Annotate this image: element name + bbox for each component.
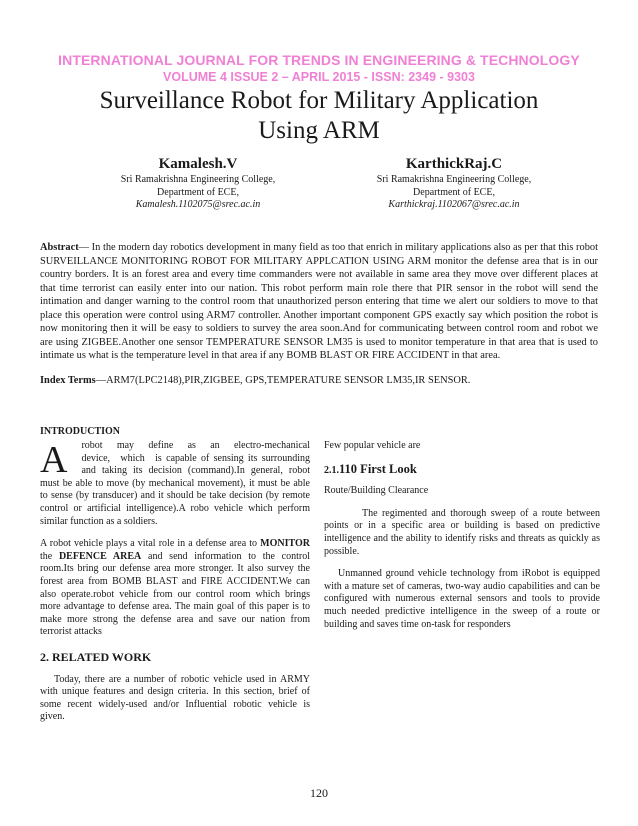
index-terms	[40, 375, 598, 386]
related-work-paragraph: Today, there are a number of robotic vehicle used in ARMY with unique features and design criteria. In this section, brief of some recent widely-used and/or Influential robotic vehicle is given.	[40, 673, 310, 723]
intro-paragraph-1	[40, 440, 310, 528]
right-column	[324, 440, 600, 641]
author-college: Sri Ramakrishna Engineering College,	[376, 174, 532, 185]
intro-paragraph-1-rest: capable of sensing its surrounding and taking its decision (command).In general, robot must be able to move (by mechanical movement), it must be able to sense (by transducer) and it should be take decision (by remote control or artificial intelligence).A robo vehicle which perform similar function as a soldiers.	[40, 452, 311, 527]
index-terms-label: Index Terms	[40, 375, 96, 386]
author-department: Department of ECE,	[413, 186, 495, 198]
related-work-heading: 2. RELATED WORK	[40, 649, 152, 664]
drop-cap: A	[40, 439, 68, 481]
author-name: Kamalesh.V	[158, 156, 238, 172]
route-paragraph-1: The regimented and thorough sweep of a route between points or in a specific area or building is based on predictive intelligence and the ability to identify risks and threats as quickly as possible.	[324, 507, 600, 557]
abstract-label: Abstract	[40, 242, 79, 253]
route-label: Route/Building Clearance	[324, 485, 429, 497]
abstract-text: — In the modern day robotics development in many field as too that enrich in military applications also as per that this robot SURVEILLANCE MONITORING ROBOT FOR MILITARY APPLCATION USING ARM monitor the defense area that is in our country borders. It is an forest area and every time commanders were not available in same area they move over different places at that time terrorist can easily enter into our nation. This robot perform main role there that PIR sensor in the robot will send the intimation and danger warning to the control room that unauthorized person entering that time we alert our soldiers to move to that place this operation were control using ARM7 controller. Another important component GPS exactly say which position the robot is now monitoring then it will be easy to soldiers to survey the area soon.And for communicating between control room and robot we are using ZIGBEE.Another one sensor TEMPERATURE SENSOR LM35 is used to monitor temperature in that area that is used to intimate us what is the temperature level in that area if any BOMB BLAST OR FIRE ACCIDENT in that area.	[40, 242, 598, 361]
page-number: 120	[310, 786, 328, 800]
subsection-number: 2.1.	[324, 464, 339, 476]
vehicles-intro: Few popular vehicle are	[324, 440, 421, 451]
intro-p2-text-c: the	[40, 550, 59, 562]
author-email[interactable]: Kamalesh.1102075@srec.ac.in	[135, 199, 261, 210]
left-column	[40, 440, 310, 734]
subsection-heading	[324, 463, 600, 478]
intro-paragraph-1-first: robot may define as an electro-mechanical device, which is	[81, 440, 310, 464]
intro-p2-text-d: and send information to the control room.Its bring our defense area more stronger. It also survey the forest area from BOMB BLAST and FIRE ACCIDENT.We can also operate.robot vehicle from our control room which brings more advantage to defense area. The main goal of this paper is to make more strong the defense area and save our nation from terrorist attacks	[40, 550, 310, 638]
paper-title-line1: Surveillance Robot for Military Application	[99, 87, 539, 114]
introduction-heading: INTRODUCTION	[40, 426, 121, 437]
index-terms-text: —ARM7(LPC2148),PIR,ZIGBEE, GPS,TEMPERATURE SENSOR LM35,IR SENSOR.	[95, 375, 471, 386]
journal-name: INTERNATIONAL JOURNAL FOR TRENDS IN ENGINEERING & TECHNOLOGY	[58, 52, 580, 68]
subsection-title: 110 First Look	[339, 461, 417, 476]
journal-volume: VOLUME 4 ISSUE 2 – APRIL 2015 - ISSN: 2349 - 9303	[163, 70, 475, 84]
author-block-1	[68, 155, 328, 212]
intro-p2-bold-defence: DEFENCE AREA	[58, 550, 142, 562]
author-name: KarthickRaj.C	[405, 156, 503, 172]
author-block-2	[324, 155, 584, 212]
author-email[interactable]: Karthickraj.1102067@srec.ac.in	[388, 199, 520, 210]
abstract	[40, 241, 598, 363]
author-department: Department of ECE,	[157, 186, 239, 198]
author-college: Sri Ramakrishna Engineering College,	[120, 174, 276, 185]
intro-paragraph-2	[40, 538, 310, 639]
paper-title-line2: Using ARM	[258, 117, 380, 144]
route-paragraph-2: Unmanned ground vehicle technology from iRobot is equipped with a mature set of cameras, two-way audio capabilities and can be configured with numerous external sensors and tools to provide much needed predictive intelligence in the sweep of a route or building and saves time on-task for responders	[324, 568, 600, 630]
intro-p2-text-a: A robot vehicle plays a vital role in a defense area to	[40, 538, 261, 550]
paper-title	[0, 86, 638, 146]
intro-p2-bold-monitor: MONITOR	[260, 538, 310, 550]
